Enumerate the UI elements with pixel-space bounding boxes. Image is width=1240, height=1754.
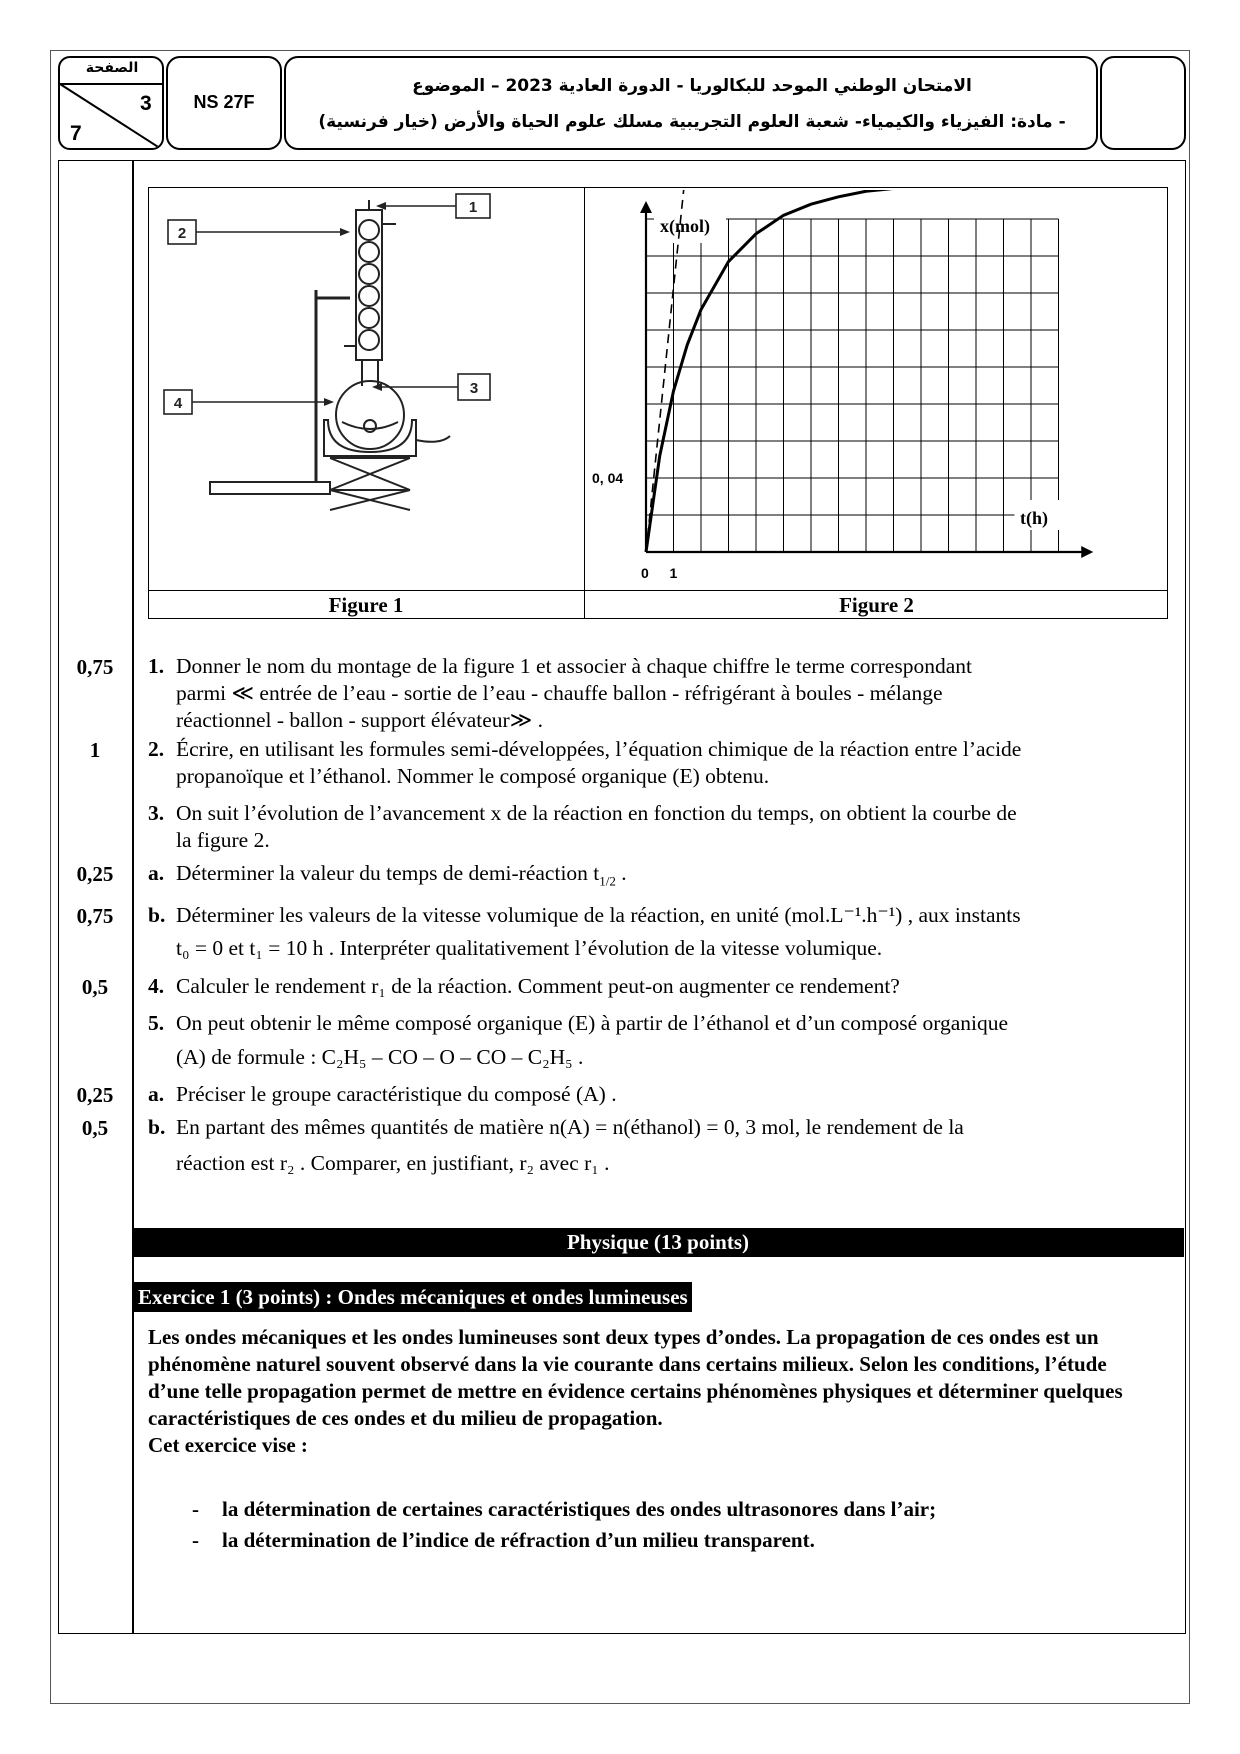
figure1-label-4: 4 [173,395,183,412]
q5b-number: b. [148,1115,166,1139]
figures-divider [584,187,585,619]
q5b-line2: réaction est r₂ . Comparer, en justifiant, r₂ avec r₁ . [176,1151,610,1175]
q3b-line2: t₀ = 0 et t₁ = 10 h . Interpréter qualitativement l’évolution de la vitesse volumique. [176,936,883,960]
q3b-line1: Déterminer les valeurs de la vitesse volumique de la réaction, en unité (mol.L⁻¹.h⁻¹) , aux instants [176,903,1021,927]
page-number: 3 [140,92,152,115]
question-1 [148,653,1170,735]
exam-title-line1: الامتحان الوطني الموحد للبكالوريا - الدورة العادية 2023 – الموضوع [412,76,972,96]
bullet-2: la détermination de l’indice de réfraction d’un milieu transparent. [222,1528,815,1552]
q3a-text: Déterminer la valeur du temps de demi-réaction t [176,861,600,885]
exercise-aim: Cet exercice vise : [148,1433,308,1457]
q3-line2: la figure 2. [176,828,270,852]
bullet-mark-2: - [192,1528,199,1552]
question-5b [148,1114,1170,1178]
flask [336,381,404,449]
score-q5b: 0,5 [81,1116,109,1140]
exercise-1-intro [148,1324,1158,1459]
figure1-apparatus [150,190,582,588]
figure1-label-2: 2 [177,225,187,242]
q1-number: 1. [148,654,165,678]
q1-line1: Donner le nom du montage de la figure 1 et associer à chaque chiffre le terme correspondant [176,654,972,678]
q3b-number: b. [148,903,166,927]
q2-line2: propanoïque et l’éthanol. Nommer le composé organique (E) obtenu. [176,764,770,788]
question-4 [148,973,1170,1003]
q4-text: Calculer le rendement r₁ de la réaction. Comment peut-on augmenter ce rendement? [176,974,900,998]
page-number-box [58,56,164,150]
score-q3b: 0,75 [76,904,114,928]
question-3a: a. Déterminer la valeur du temps de demi-réaction $t_{1/2}$ . [148,861,627,889]
exercise-1-title: Exercice 1 (3 points) : Ondes mécaniques et ondes lumineuses [134,1282,692,1312]
y-axis-arrow [640,201,652,213]
exam-title-box [284,56,1098,150]
score-q3a: 0,25 [76,862,114,886]
figure1-caption: Figure 1 [328,593,404,617]
figure1-label-1: 1 [468,199,478,216]
q4-number: 4. [148,974,165,998]
exam-title-line2: - مادة: الفيزياء والكيمياء- شعبة العلوم التجريبية مسلك علوم الحياة والأرض (خيار فرنسية) [318,112,1066,132]
page-label: الصفحة [85,60,139,76]
question-5a [148,1081,1170,1111]
q1-line2: parmi ≪ entrée de l’eau - sortie de l’eau - chauffe ballon - réfrigérant à boules - mélange [176,681,943,705]
exam-code: NS 27F [193,92,255,112]
y-axis-label: x(mol) [660,216,710,236]
q2-line1: Écrire, en utilisant les formules semi-développées, l’équation chimique de la réaction entre l’acide [176,737,1022,761]
q3a-subscript: 1/2 [599,873,616,889]
question-3b [148,902,1170,962]
question-5 [148,1010,1170,1074]
figure1-label-3: 3 [469,380,479,397]
figures-caption-line [148,590,1168,591]
q3-line1: On suit l’évolution de l’avancement x de la réaction en fonction du temps, on obtient la courbe de [176,801,1017,825]
physique-section-bar: Physique (13 points) [132,1228,1184,1257]
score-q2: 1 [89,738,101,762]
x-axis-label: t(h) [1020,508,1048,528]
q5a-text: Préciser le groupe caractéristique du composé (A) . [176,1082,617,1106]
figure2-chart [586,190,1166,588]
score-column-divider [132,160,134,1634]
q2-number: 2. [148,737,165,761]
blank-box [1100,56,1186,150]
q5-line2: (A) de formule : C₂H₅ – CO – O – CO – C₂H₅ . [176,1045,584,1069]
question-3 [148,800,1170,856]
q5-number: 5. [148,1011,165,1035]
q1-line3: réactionnel - ballon - support élévateur≫ . [176,708,543,732]
figure2-caption: Figure 2 [839,593,914,617]
score-q5a: 0,25 [76,1083,114,1107]
exam-code-box [166,56,282,150]
stand-base [210,482,330,494]
intro-paragraph: Les ondes mécaniques et les ondes lumineuses sont deux types d’ondes. La propagation de ces ondes est un phénomène naturel souvent observé dans la vie courante dans certains milieux. Selon les conditions, l’étude d’une telle propagation permet de mettre en évidence certains phénomènes physiques et déterminer quelques caractéristiques de ces ondes et du milieu de propagation. [148,1325,1123,1430]
y-tick-label: 0, 04 [592,470,624,486]
question-2 [148,736,1170,792]
q5b-line1: En partant des mêmes quantités de matière n(A) = n(éthanol) = 0, 3 mol, le rendement de la [176,1115,964,1139]
score-q1: 0,75 [76,655,114,679]
q3a-number: a. [148,861,165,885]
score-q4: 0,5 [81,975,109,999]
q3-number: 3. [148,801,165,825]
q5-line1: On peut obtenir le même composé organique (E) à partir de l’éthanol et d’un composé organique [176,1011,1009,1035]
x-axis-arrow [1081,546,1093,558]
x-origin-label: 0 [641,565,649,581]
chart-grid [646,215,1071,552]
q5a-number: a. [148,1082,165,1106]
x-tick-label: 1 [669,565,678,581]
page-total: 7 [70,122,82,145]
bullet-1: la détermination de certaines caractéristiques des ondes ultrasonores dans l’air; [222,1497,937,1521]
bullet-mark-1: - [192,1497,199,1521]
